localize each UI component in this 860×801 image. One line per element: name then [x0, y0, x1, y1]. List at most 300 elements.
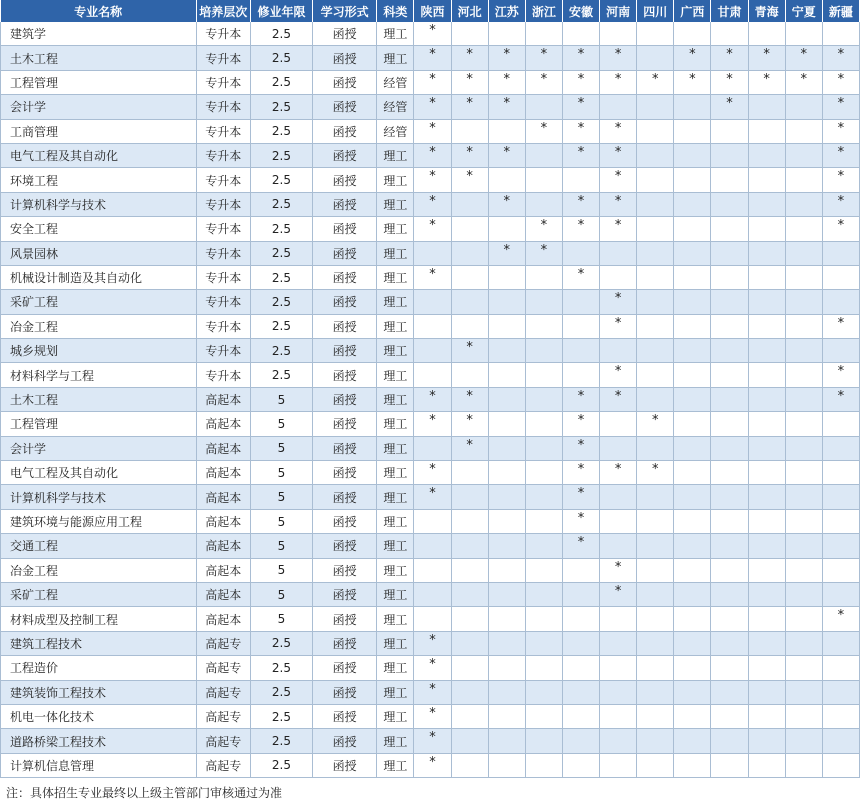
province-mark-cell	[637, 265, 674, 289]
province-mark-cell: *	[600, 168, 637, 192]
province-mark-cell	[822, 680, 859, 704]
province-mark-cell: *	[822, 168, 859, 192]
province-mark-cell: *	[674, 70, 711, 94]
province-mark-cell	[451, 485, 488, 509]
level-cell: 高起本	[196, 436, 250, 460]
province-mark-cell: *	[525, 70, 562, 94]
table-row	[1, 22, 860, 46]
category-cell: 经管	[377, 95, 414, 119]
province-mark-cell: *	[488, 192, 525, 216]
major-name-cell: 计算机信息管理	[1, 753, 197, 777]
province-mark-cell: *	[414, 217, 451, 241]
province-mark-cell: *	[822, 217, 859, 241]
duration-cell: 2.5	[250, 168, 312, 192]
major-name-cell: 建筑环境与能源应用工程	[1, 509, 197, 533]
province-mark-cell: *	[414, 95, 451, 119]
province-mark-cell	[674, 387, 711, 411]
table-row	[1, 534, 860, 558]
province-mark-cell: *	[600, 582, 637, 606]
study-mode-cell: 函授	[313, 314, 377, 338]
province-mark-cell	[785, 607, 822, 631]
duration-cell: 2.5	[250, 290, 312, 314]
province-mark-cell	[822, 582, 859, 606]
province-mark-cell	[525, 412, 562, 436]
province-mark-cell	[600, 656, 637, 680]
province-mark-cell	[562, 680, 599, 704]
province-mark-cell	[414, 363, 451, 387]
province-mark-cell	[414, 607, 451, 631]
province-mark-cell: *	[785, 70, 822, 94]
study-mode-cell: 函授	[313, 485, 377, 509]
province-mark-cell: *	[562, 461, 599, 485]
province-mark-cell	[674, 656, 711, 680]
province-mark-cell	[785, 265, 822, 289]
category-cell: 理工	[377, 656, 414, 680]
category-cell: 理工	[377, 582, 414, 606]
province-mark-cell	[711, 192, 748, 216]
category-cell: 理工	[377, 217, 414, 241]
province-mark-cell	[451, 119, 488, 143]
table-row	[1, 680, 860, 704]
column-header: 广西	[674, 0, 711, 22]
province-mark-cell: *	[600, 119, 637, 143]
province-mark-cell	[785, 656, 822, 680]
province-mark-cell	[414, 339, 451, 363]
province-mark-cell	[674, 192, 711, 216]
level-cell: 高起本	[196, 461, 250, 485]
province-mark-cell: *	[451, 412, 488, 436]
province-mark-cell	[637, 22, 674, 46]
duration-cell: 2.5	[250, 265, 312, 289]
province-mark-cell	[711, 387, 748, 411]
province-mark-cell: *	[822, 119, 859, 143]
province-mark-cell: *	[674, 46, 711, 70]
province-mark-cell	[525, 265, 562, 289]
province-mark-cell	[451, 290, 488, 314]
province-mark-cell	[674, 339, 711, 363]
major-name-cell: 土木工程	[1, 387, 197, 411]
province-mark-cell	[711, 22, 748, 46]
level-cell: 专升本	[196, 363, 250, 387]
province-mark-cell	[525, 461, 562, 485]
duration-cell: 2.5	[250, 119, 312, 143]
province-mark-cell	[748, 241, 785, 265]
major-name-cell: 冶金工程	[1, 314, 197, 338]
province-mark-cell: *	[562, 265, 599, 289]
province-mark-cell: *	[637, 461, 674, 485]
table-row	[1, 704, 860, 728]
column-header: 宁夏	[785, 0, 822, 22]
study-mode-cell: 函授	[313, 680, 377, 704]
province-mark-cell: *	[600, 192, 637, 216]
province-mark-cell	[785, 290, 822, 314]
major-name-cell: 土木工程	[1, 46, 197, 70]
table-header-row	[1, 0, 860, 22]
province-mark-cell	[822, 265, 859, 289]
province-mark-cell	[451, 241, 488, 265]
table-row	[1, 265, 860, 289]
province-mark-cell	[711, 680, 748, 704]
major-name-cell: 会计学	[1, 436, 197, 460]
major-name-cell: 道路桥梁工程技术	[1, 729, 197, 753]
province-mark-cell	[451, 314, 488, 338]
table-row	[1, 412, 860, 436]
province-mark-cell	[600, 534, 637, 558]
province-mark-cell	[600, 265, 637, 289]
province-mark-cell: *	[414, 485, 451, 509]
province-mark-cell	[674, 753, 711, 777]
province-mark-cell: *	[414, 265, 451, 289]
province-mark-cell	[711, 119, 748, 143]
province-mark-cell	[637, 656, 674, 680]
column-header: 四川	[637, 0, 674, 22]
province-mark-cell	[637, 680, 674, 704]
level-cell: 高起本	[196, 582, 250, 606]
province-mark-cell	[488, 217, 525, 241]
major-name-cell: 计算机科学与技术	[1, 485, 197, 509]
category-cell: 理工	[377, 22, 414, 46]
province-mark-cell	[711, 241, 748, 265]
province-mark-cell	[822, 22, 859, 46]
province-mark-cell: *	[414, 631, 451, 655]
category-cell: 理工	[377, 704, 414, 728]
table-row	[1, 241, 860, 265]
study-mode-cell: 函授	[313, 582, 377, 606]
province-mark-cell: *	[562, 485, 599, 509]
province-mark-cell	[748, 680, 785, 704]
province-mark-cell: *	[525, 217, 562, 241]
province-mark-cell	[674, 680, 711, 704]
province-mark-cell: *	[600, 46, 637, 70]
province-mark-cell: *	[451, 70, 488, 94]
table-row	[1, 363, 860, 387]
province-mark-cell	[637, 436, 674, 460]
province-mark-cell	[525, 753, 562, 777]
province-mark-cell	[637, 192, 674, 216]
table-row	[1, 558, 860, 582]
level-cell: 专升本	[196, 192, 250, 216]
province-mark-cell	[525, 339, 562, 363]
province-mark-cell: *	[525, 119, 562, 143]
category-cell: 经管	[377, 119, 414, 143]
province-mark-cell: *	[414, 46, 451, 70]
duration-cell: 2.5	[250, 631, 312, 655]
province-mark-cell	[600, 753, 637, 777]
province-mark-cell: *	[600, 387, 637, 411]
province-mark-cell	[637, 119, 674, 143]
major-name-cell: 工程造价	[1, 656, 197, 680]
major-name-cell: 电气工程及其自动化	[1, 461, 197, 485]
province-mark-cell	[488, 729, 525, 753]
province-mark-cell	[674, 217, 711, 241]
level-cell: 专升本	[196, 22, 250, 46]
province-mark-cell	[711, 607, 748, 631]
province-mark-cell	[748, 339, 785, 363]
category-cell: 理工	[377, 753, 414, 777]
province-mark-cell	[711, 656, 748, 680]
duration-cell: 2.5	[250, 314, 312, 338]
province-mark-cell	[822, 485, 859, 509]
province-mark-cell	[711, 217, 748, 241]
table-row	[1, 217, 860, 241]
province-mark-cell	[637, 339, 674, 363]
province-mark-cell	[785, 168, 822, 192]
table-row	[1, 753, 860, 777]
province-mark-cell	[600, 485, 637, 509]
study-mode-cell: 函授	[313, 217, 377, 241]
study-mode-cell: 函授	[313, 631, 377, 655]
province-mark-cell	[600, 729, 637, 753]
level-cell: 高起专	[196, 729, 250, 753]
province-mark-cell: *	[414, 680, 451, 704]
table-row	[1, 46, 860, 70]
province-mark-cell	[451, 631, 488, 655]
province-mark-cell	[711, 461, 748, 485]
level-cell: 专升本	[196, 168, 250, 192]
province-mark-cell	[674, 290, 711, 314]
province-mark-cell	[562, 241, 599, 265]
province-mark-cell	[525, 387, 562, 411]
province-mark-cell	[748, 387, 785, 411]
level-cell: 专升本	[196, 143, 250, 167]
province-mark-cell	[748, 217, 785, 241]
province-mark-cell	[785, 680, 822, 704]
level-cell: 专升本	[196, 217, 250, 241]
province-mark-cell: *	[562, 119, 599, 143]
major-name-cell: 材料科学与工程	[1, 363, 197, 387]
duration-cell: 2.5	[250, 70, 312, 94]
province-mark-cell	[674, 241, 711, 265]
table-row	[1, 485, 860, 509]
province-mark-cell	[600, 241, 637, 265]
province-mark-cell	[748, 412, 785, 436]
province-mark-cell	[562, 339, 599, 363]
level-cell: 专升本	[196, 339, 250, 363]
province-mark-cell	[562, 314, 599, 338]
province-mark-cell	[748, 168, 785, 192]
province-mark-cell	[637, 509, 674, 533]
category-cell: 理工	[377, 290, 414, 314]
duration-cell: 2.5	[250, 192, 312, 216]
major-name-cell: 建筑工程技术	[1, 631, 197, 655]
province-mark-cell: *	[600, 363, 637, 387]
province-mark-cell	[748, 265, 785, 289]
province-mark-cell	[822, 509, 859, 533]
category-cell: 经管	[377, 70, 414, 94]
province-mark-cell: *	[414, 753, 451, 777]
table-row	[1, 631, 860, 655]
category-cell: 理工	[377, 534, 414, 558]
province-mark-cell: *	[600, 314, 637, 338]
province-mark-cell	[674, 143, 711, 167]
province-mark-cell	[414, 558, 451, 582]
province-mark-cell	[451, 192, 488, 216]
province-mark-cell	[600, 22, 637, 46]
column-header: 新疆	[822, 0, 859, 22]
province-mark-cell	[451, 582, 488, 606]
major-name-cell: 采矿工程	[1, 582, 197, 606]
province-mark-cell: *	[562, 95, 599, 119]
province-mark-cell	[711, 558, 748, 582]
province-mark-cell	[414, 436, 451, 460]
province-mark-cell	[822, 753, 859, 777]
province-mark-cell	[637, 143, 674, 167]
province-mark-cell	[562, 582, 599, 606]
province-mark-cell: *	[414, 143, 451, 167]
province-mark-cell: *	[822, 314, 859, 338]
column-header: 甘肃	[711, 0, 748, 22]
duration-cell: 5	[250, 558, 312, 582]
province-mark-cell	[785, 192, 822, 216]
province-mark-cell: *	[525, 241, 562, 265]
major-name-cell: 机电一体化技术	[1, 704, 197, 728]
province-mark-cell	[525, 680, 562, 704]
province-mark-cell	[488, 704, 525, 728]
province-mark-cell	[748, 704, 785, 728]
province-mark-cell: *	[822, 70, 859, 94]
study-mode-cell: 函授	[313, 412, 377, 436]
province-mark-cell	[785, 534, 822, 558]
province-mark-cell	[451, 656, 488, 680]
province-mark-cell	[488, 461, 525, 485]
province-mark-cell	[785, 22, 822, 46]
province-mark-cell	[525, 95, 562, 119]
province-mark-cell	[488, 314, 525, 338]
category-cell: 理工	[377, 339, 414, 363]
province-mark-cell	[600, 412, 637, 436]
level-cell: 高起本	[196, 387, 250, 411]
province-mark-cell	[785, 436, 822, 460]
study-mode-cell: 函授	[313, 290, 377, 314]
province-mark-cell: *	[562, 534, 599, 558]
province-mark-cell	[562, 607, 599, 631]
province-mark-cell	[451, 217, 488, 241]
study-mode-cell: 函授	[313, 607, 377, 631]
province-mark-cell	[711, 143, 748, 167]
province-mark-cell	[674, 607, 711, 631]
province-mark-cell	[525, 558, 562, 582]
province-mark-cell	[785, 339, 822, 363]
table-row	[1, 656, 860, 680]
province-mark-cell: *	[414, 168, 451, 192]
province-mark-cell	[748, 753, 785, 777]
major-name-cell: 安全工程	[1, 217, 197, 241]
duration-cell: 5	[250, 412, 312, 436]
category-cell: 理工	[377, 558, 414, 582]
column-header: 河北	[451, 0, 488, 22]
province-mark-cell: *	[562, 412, 599, 436]
province-mark-cell	[785, 412, 822, 436]
level-cell: 专升本	[196, 241, 250, 265]
duration-cell: 2.5	[250, 95, 312, 119]
province-mark-cell	[822, 558, 859, 582]
column-header: 青海	[748, 0, 785, 22]
table-row	[1, 509, 860, 533]
province-mark-cell	[562, 22, 599, 46]
column-header: 河南	[600, 0, 637, 22]
duration-cell: 2.5	[250, 729, 312, 753]
major-name-cell: 电气工程及其自动化	[1, 143, 197, 167]
province-mark-cell	[711, 265, 748, 289]
province-mark-cell	[748, 534, 785, 558]
duration-cell: 2.5	[250, 217, 312, 241]
category-cell: 理工	[377, 485, 414, 509]
category-cell: 理工	[377, 46, 414, 70]
province-mark-cell	[525, 290, 562, 314]
province-mark-cell	[711, 290, 748, 314]
province-mark-cell	[785, 485, 822, 509]
province-mark-cell	[748, 631, 785, 655]
province-mark-cell	[822, 290, 859, 314]
province-mark-cell	[785, 143, 822, 167]
study-mode-cell: 函授	[313, 387, 377, 411]
level-cell: 专升本	[196, 314, 250, 338]
province-mark-cell	[822, 461, 859, 485]
category-cell: 理工	[377, 412, 414, 436]
study-mode-cell: 函授	[313, 509, 377, 533]
table-row	[1, 607, 860, 631]
category-cell: 理工	[377, 241, 414, 265]
category-cell: 理工	[377, 168, 414, 192]
category-cell: 理工	[377, 607, 414, 631]
province-mark-cell	[637, 241, 674, 265]
province-mark-cell	[711, 314, 748, 338]
table-row	[1, 70, 860, 94]
province-mark-cell	[451, 753, 488, 777]
province-mark-cell	[748, 461, 785, 485]
duration-cell: 5	[250, 485, 312, 509]
province-mark-cell	[600, 607, 637, 631]
province-mark-cell	[674, 729, 711, 753]
major-name-cell: 机械设计制造及其自动化	[1, 265, 197, 289]
study-mode-cell: 函授	[313, 95, 377, 119]
province-mark-cell: *	[414, 192, 451, 216]
province-mark-cell	[785, 753, 822, 777]
study-mode-cell: 函授	[313, 70, 377, 94]
province-mark-cell	[525, 582, 562, 606]
category-cell: 理工	[377, 509, 414, 533]
province-mark-cell	[748, 558, 785, 582]
province-mark-cell	[488, 290, 525, 314]
province-mark-cell	[748, 119, 785, 143]
level-cell: 高起本	[196, 485, 250, 509]
duration-cell: 2.5	[250, 680, 312, 704]
province-mark-cell: *	[414, 412, 451, 436]
province-mark-cell	[785, 217, 822, 241]
column-header: 修业年限	[250, 0, 312, 22]
province-mark-cell	[748, 314, 785, 338]
province-mark-cell: *	[562, 436, 599, 460]
province-mark-cell: *	[488, 95, 525, 119]
level-cell: 高起专	[196, 656, 250, 680]
province-mark-cell	[525, 534, 562, 558]
province-mark-cell: *	[562, 46, 599, 70]
category-cell: 理工	[377, 363, 414, 387]
province-mark-cell	[414, 314, 451, 338]
column-header: 培养层次	[196, 0, 250, 22]
province-mark-cell	[748, 509, 785, 533]
province-mark-cell	[562, 168, 599, 192]
province-mark-cell: *	[488, 143, 525, 167]
province-mark-cell	[637, 534, 674, 558]
province-mark-cell: *	[414, 704, 451, 728]
province-mark-cell: *	[414, 461, 451, 485]
province-mark-cell	[785, 509, 822, 533]
province-mark-cell	[488, 387, 525, 411]
province-mark-cell: *	[600, 70, 637, 94]
province-mark-cell	[785, 631, 822, 655]
category-cell: 理工	[377, 631, 414, 655]
